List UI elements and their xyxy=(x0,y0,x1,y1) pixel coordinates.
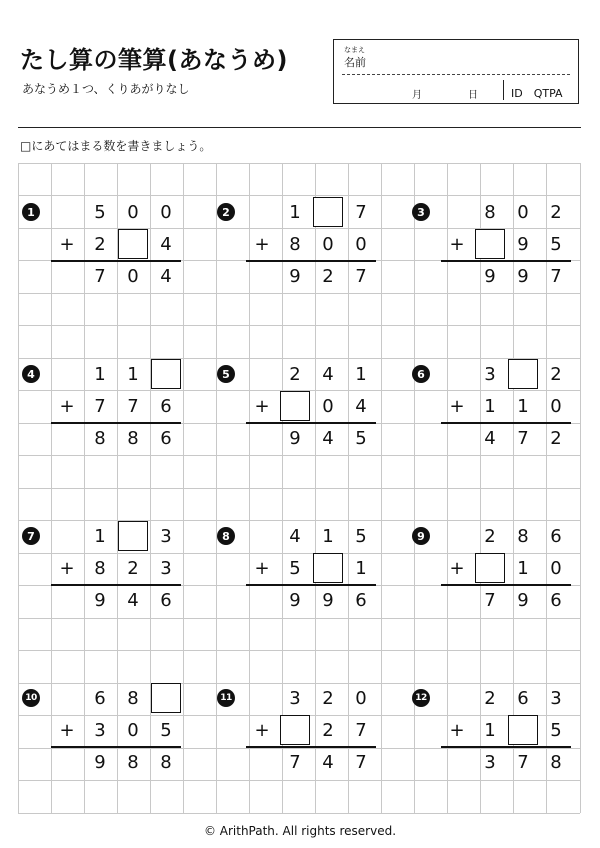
problem-number-badge: 2 xyxy=(217,203,235,221)
bottom-digit: 7 xyxy=(355,719,367,741)
top-digit: 3 xyxy=(550,687,562,709)
sheet-id: ID QTPA xyxy=(511,87,563,100)
bottom-digit: 0 xyxy=(355,233,367,255)
answer-blank-box[interactable] xyxy=(280,715,310,745)
bottom-digit: 4 xyxy=(160,233,172,255)
answer-digit: 9 xyxy=(289,427,301,449)
answer-digit: 9 xyxy=(94,751,106,773)
answer-digit: 9 xyxy=(289,265,301,287)
top-digit: 6 xyxy=(517,687,529,709)
plus-operator: + xyxy=(59,719,75,741)
plus-operator: + xyxy=(449,719,465,741)
top-digit: 2 xyxy=(289,363,301,385)
answer-digit: 2 xyxy=(550,427,562,449)
answer-digit: 4 xyxy=(322,751,334,773)
answer-digit: 4 xyxy=(160,265,172,287)
top-digit: 1 xyxy=(355,363,367,385)
plus-operator: + xyxy=(254,233,270,255)
copyright-footer: © ArithPath. All rights reserved. xyxy=(203,824,397,838)
problem-number-badge: 8 xyxy=(217,527,235,545)
top-digit: 1 xyxy=(322,525,334,547)
bottom-digit: 5 xyxy=(550,233,562,255)
top-digit: 6 xyxy=(550,525,562,547)
bottom-digit: 2 xyxy=(127,557,139,579)
answer-digit: 5 xyxy=(355,427,367,449)
answer-blank-box[interactable] xyxy=(508,359,538,389)
plus-operator: + xyxy=(254,557,270,579)
problem-number-badge: 1 xyxy=(22,203,40,221)
bottom-digit: 0 xyxy=(127,719,139,741)
answer-blank-box[interactable] xyxy=(118,229,148,259)
plus-operator: + xyxy=(254,719,270,741)
name-line xyxy=(342,74,570,75)
answer-digit: 9 xyxy=(517,265,529,287)
bottom-digit: 1 xyxy=(517,395,529,417)
top-digit: 8 xyxy=(484,201,496,223)
bottom-digit: 9 xyxy=(517,233,529,255)
day-label: 日 xyxy=(468,90,478,101)
answer-blank-box[interactable] xyxy=(313,553,343,583)
answer-digit: 7 xyxy=(355,751,367,773)
top-digit: 0 xyxy=(355,687,367,709)
answer-digit: 9 xyxy=(289,589,301,611)
problem-number-badge: 11 xyxy=(217,689,235,707)
answer-digit: 9 xyxy=(484,265,496,287)
bottom-digit: 0 xyxy=(322,395,334,417)
plus-operator: + xyxy=(59,557,75,579)
answer-blank-box[interactable] xyxy=(313,197,343,227)
answer-blank-box[interactable] xyxy=(118,521,148,551)
name-box xyxy=(333,39,579,104)
plus-operator: + xyxy=(449,233,465,255)
answer-digit: 7 xyxy=(355,265,367,287)
bottom-digit: 3 xyxy=(160,557,172,579)
plus-operator: + xyxy=(449,557,465,579)
bottom-digit: 1 xyxy=(484,395,496,417)
plus-operator: + xyxy=(59,233,75,255)
bottom-digit: 1 xyxy=(517,557,529,579)
answer-digit: 7 xyxy=(289,751,301,773)
bottom-digit: 4 xyxy=(355,395,367,417)
bottom-digit: 1 xyxy=(484,719,496,741)
month-label: 月 xyxy=(412,90,422,101)
top-digit: 3 xyxy=(484,363,496,385)
worksheet-subtitle: あなうめ１つ、くりあがりなし xyxy=(22,82,190,96)
top-digit: 1 xyxy=(127,363,139,385)
problem-number-badge: 5 xyxy=(217,365,235,383)
answer-blank-box[interactable] xyxy=(280,391,310,421)
id-separator xyxy=(503,80,504,100)
answer-digit: 7 xyxy=(94,265,106,287)
bottom-digit: 6 xyxy=(160,395,172,417)
answer-digit: 7 xyxy=(517,427,529,449)
bottom-digit: 2 xyxy=(94,233,106,255)
answer-blank-box[interactable] xyxy=(508,715,538,745)
answer-blank-box[interactable] xyxy=(151,359,181,389)
header-divider xyxy=(18,127,581,128)
answer-digit: 7 xyxy=(550,265,562,287)
top-digit: 4 xyxy=(322,363,334,385)
top-digit: 8 xyxy=(517,525,529,547)
top-digit: 5 xyxy=(94,201,106,223)
answer-digit: 4 xyxy=(322,427,334,449)
top-digit: 3 xyxy=(160,525,172,547)
top-digit: 1 xyxy=(94,363,106,385)
bottom-digit: 3 xyxy=(94,719,106,741)
bottom-digit: 8 xyxy=(289,233,301,255)
bottom-digit: 0 xyxy=(322,233,334,255)
answer-digit: 9 xyxy=(94,589,106,611)
answer-blank-box[interactable] xyxy=(475,229,505,259)
answer-digit: 0 xyxy=(127,265,139,287)
bottom-digit: 5 xyxy=(160,719,172,741)
top-digit: 2 xyxy=(484,525,496,547)
answer-digit: 8 xyxy=(550,751,562,773)
answer-digit: 8 xyxy=(94,427,106,449)
plus-operator: + xyxy=(59,395,75,417)
worksheet-title: たし算の筆算(あなうめ) xyxy=(20,46,288,74)
answer-digit: 4 xyxy=(484,427,496,449)
bottom-digit: 1 xyxy=(355,557,367,579)
bottom-digit: 0 xyxy=(550,395,562,417)
problem-number-badge: 6 xyxy=(412,365,430,383)
top-digit: 2 xyxy=(550,363,562,385)
problem-number-badge: 9 xyxy=(412,527,430,545)
name-ruby: なまえ xyxy=(344,46,365,54)
bottom-digit: 2 xyxy=(322,719,334,741)
answer-digit: 6 xyxy=(355,589,367,611)
top-digit: 2 xyxy=(550,201,562,223)
answer-digit: 9 xyxy=(322,589,334,611)
answer-digit: 7 xyxy=(517,751,529,773)
answer-digit: 8 xyxy=(160,751,172,773)
plus-operator: + xyxy=(449,395,465,417)
bottom-digit: 8 xyxy=(94,557,106,579)
problem-number-badge: 7 xyxy=(22,527,40,545)
top-digit: 5 xyxy=(355,525,367,547)
answer-digit: 4 xyxy=(127,589,139,611)
problem-number-badge: 4 xyxy=(22,365,40,383)
answer-digit: 8 xyxy=(127,751,139,773)
top-digit: 2 xyxy=(322,687,334,709)
top-digit: 1 xyxy=(94,525,106,547)
answer-digit: 7 xyxy=(484,589,496,611)
answer-digit: 2 xyxy=(322,265,334,287)
answer-blank-box[interactable] xyxy=(475,553,505,583)
problem-number-badge: 3 xyxy=(412,203,430,221)
plus-operator: + xyxy=(254,395,270,417)
answer-digit: 6 xyxy=(160,589,172,611)
bottom-digit: 7 xyxy=(127,395,139,417)
answer-digit: 3 xyxy=(484,751,496,773)
top-digit: 7 xyxy=(355,201,367,223)
top-digit: 0 xyxy=(160,201,172,223)
problem-number-badge: 12 xyxy=(412,689,430,707)
bottom-digit: 5 xyxy=(289,557,301,579)
top-digit: 4 xyxy=(289,525,301,547)
top-digit: 2 xyxy=(484,687,496,709)
bottom-digit: 7 xyxy=(94,395,106,417)
top-digit: 3 xyxy=(289,687,301,709)
answer-digit: 8 xyxy=(127,427,139,449)
answer-blank-box[interactable] xyxy=(151,683,181,713)
answer-digit: 6 xyxy=(160,427,172,449)
top-digit: 0 xyxy=(517,201,529,223)
top-digit: 1 xyxy=(289,201,301,223)
instruction-text: □にあてはまる数を書きましょう。 xyxy=(20,139,212,153)
name-label: 名前 xyxy=(344,56,366,69)
top-digit: 8 xyxy=(127,687,139,709)
bottom-digit: 0 xyxy=(550,557,562,579)
bottom-digit: 5 xyxy=(550,719,562,741)
top-digit: 0 xyxy=(127,201,139,223)
answer-digit: 6 xyxy=(550,589,562,611)
answer-digit: 9 xyxy=(517,589,529,611)
top-digit: 6 xyxy=(94,687,106,709)
problem-number-badge: 10 xyxy=(22,689,40,707)
